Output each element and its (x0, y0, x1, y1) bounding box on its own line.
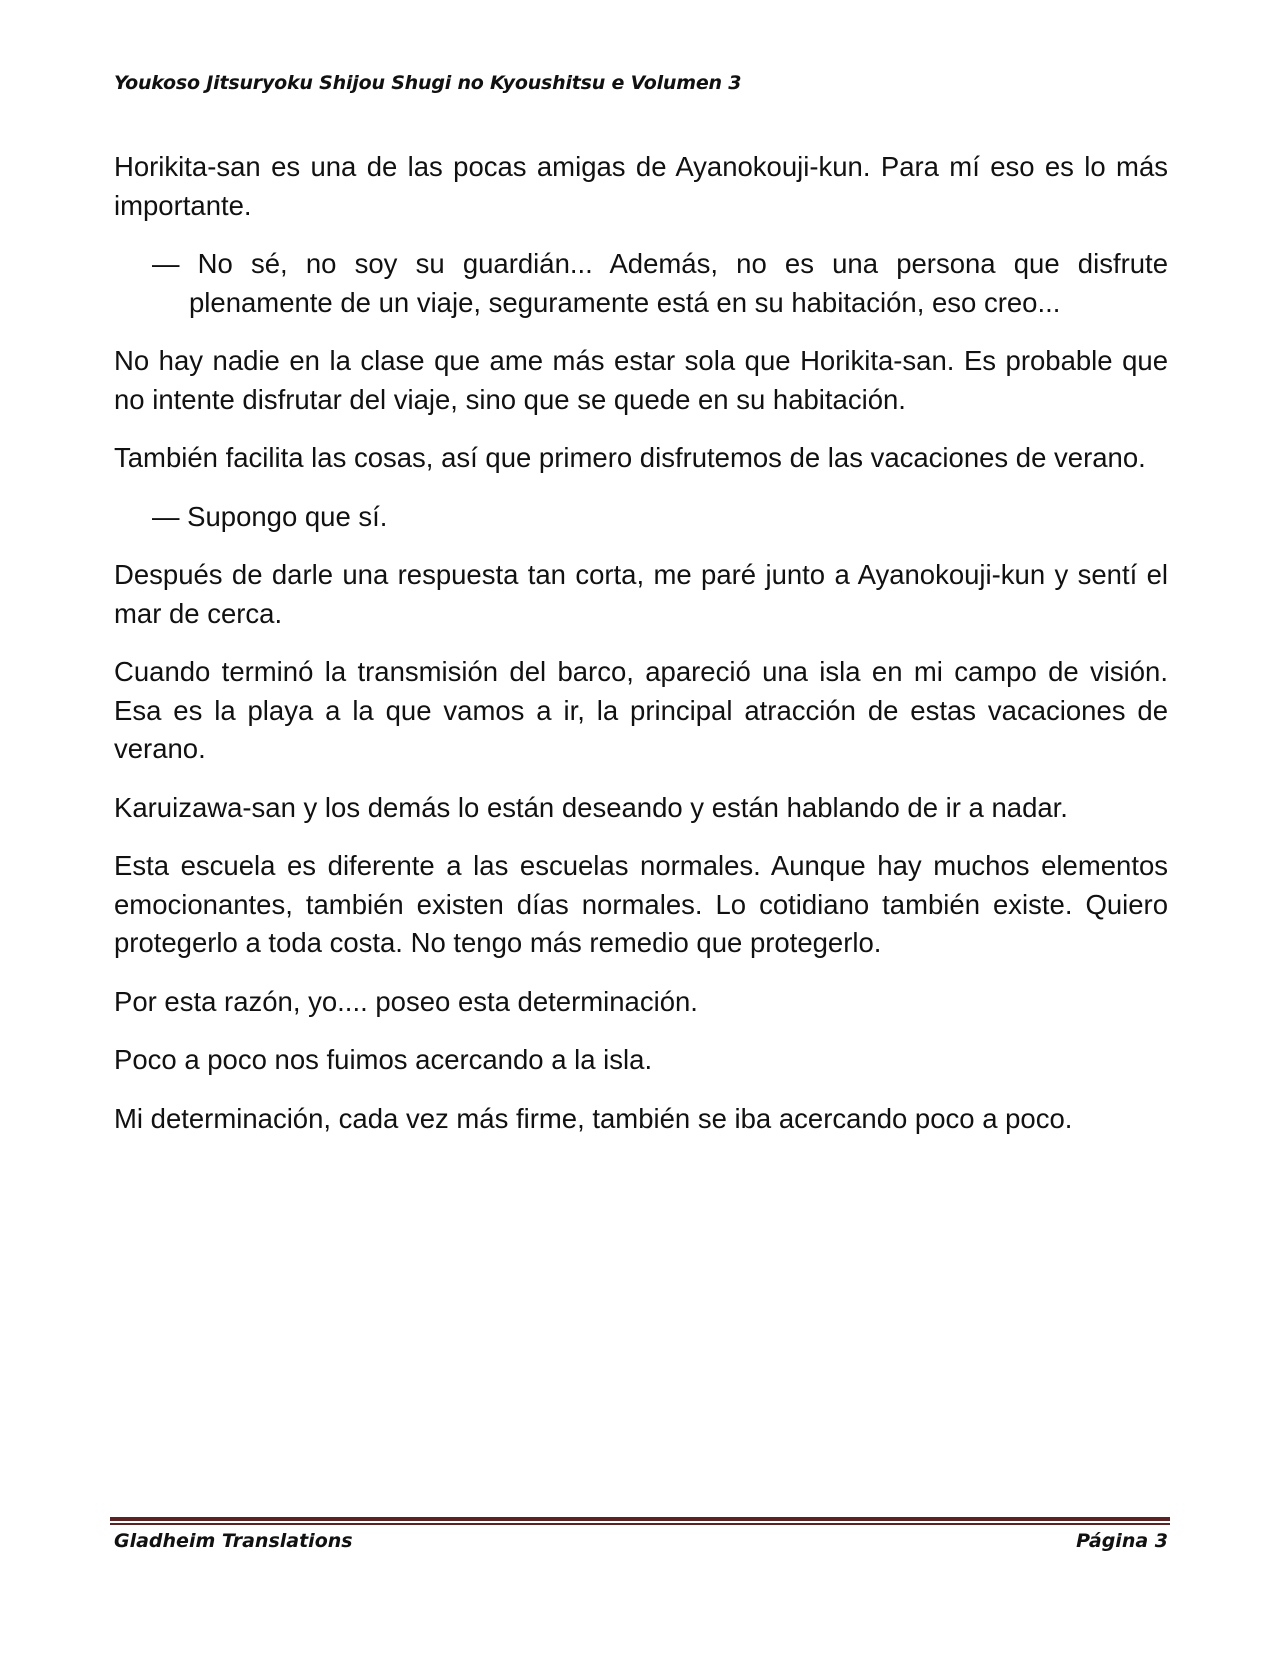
paragraph: También facilita las cosas, así que primero disfrutemos de las vacaciones de verano. (114, 442, 1146, 473)
paragraph: No hay nadie en la clase que ame más estar sola que Horikita-san. Es probable que no intente disfrutar del viaje, sino que se quede en su habitación. (114, 345, 1168, 415)
page-body (114, 148, 1168, 1158)
paragraph: Mi determinación, cada vez más firme, también se iba acercando poco a poco. (114, 1102, 1073, 1134)
running-header: Youkoso Jitsuryoku Shijou Shugi no Kyoushitsu e Volumen 3 (114, 72, 742, 94)
paragraph: Cuando terminó la transmisión del barco, apareció una isla en mi campo de visión. Esa es la playa a la que vamos a ir, la principal atracción de estas vacaciones de verano. (114, 656, 1168, 764)
paragraph: Horikita-san es una de las pocas amigas de Ayanokouji-kun. Para mí eso es lo más importante. (114, 151, 1168, 221)
footer-publisher: Gladheim Translations (114, 1530, 353, 1552)
dialog-line: — No sé, no soy su guardián... Además, no es una persona que disfrute plenamente de un viaje, seguramente está en su habitación, eso creo... (152, 248, 1168, 318)
dialog-line: — Supongo que sí. (152, 500, 388, 532)
paragraph: Después de darle una respuesta tan corta, me paré junto a Ayanokouji-kun y sentí el mar de cerca. (114, 559, 1168, 629)
paragraph: Poco a poco nos fuimos acercando a la isla. (114, 1044, 653, 1075)
paragraph: Karuizawa-san y los demás lo están deseando y están hablando de ir a nadar. (114, 791, 1068, 823)
paragraph: Esta escuela es diferente a las escuelas normales. Aunque hay muchos elementos emocionantes, también existen días normales. Lo cotidiano también existe. Quiero protegerlo a toda costa. No tengo más remedio que protegerlo. (114, 850, 1168, 958)
footer-divider (110, 1517, 1170, 1525)
page-number: Página 3 (1076, 1530, 1168, 1552)
paragraph: Por esta razón, yo.... poseo esta determinación. (114, 985, 698, 1017)
